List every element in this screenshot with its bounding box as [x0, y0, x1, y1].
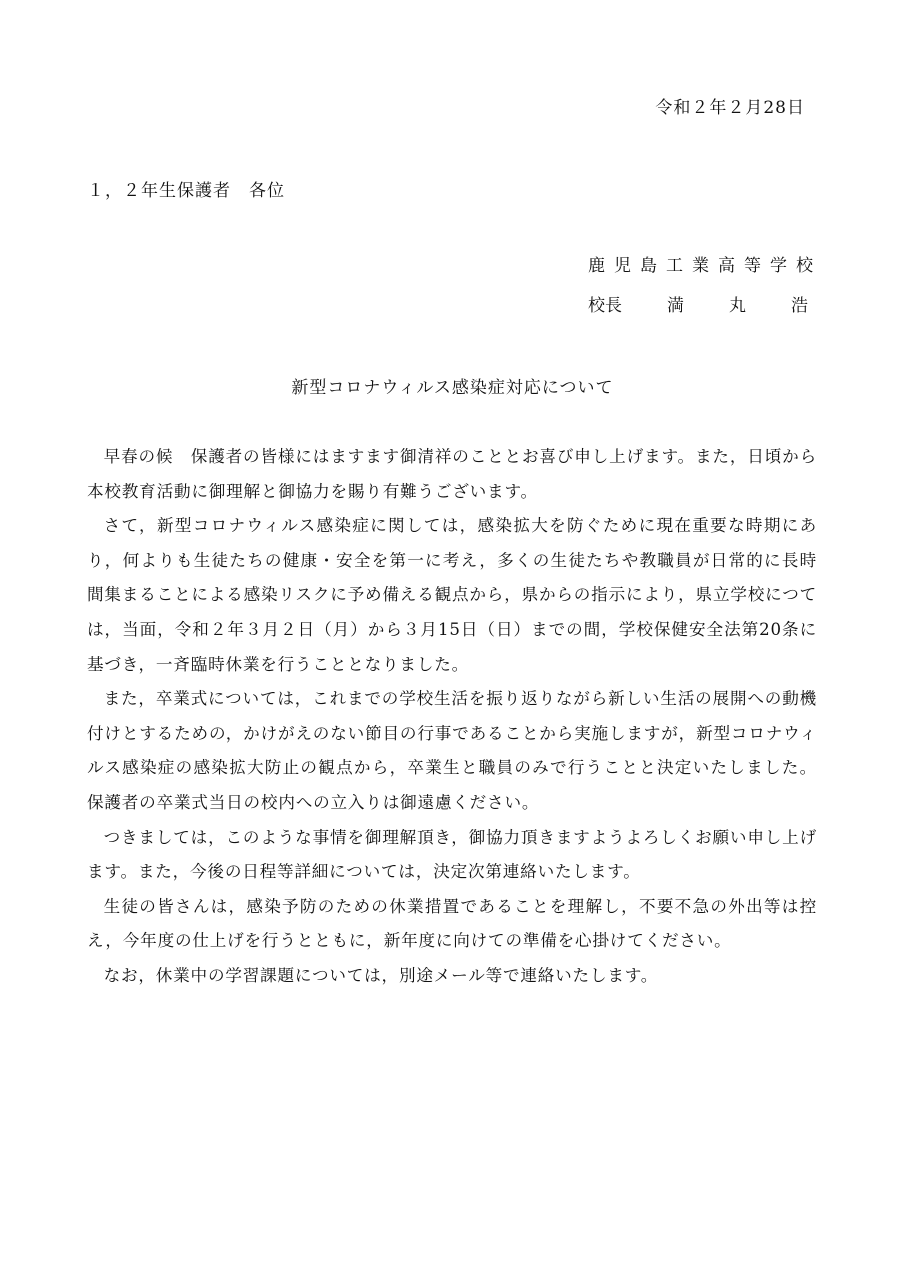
principal-title: 校長: [588, 296, 622, 316]
body-paragraph-assignments: なお，休業中の学習課題については，別途メール等で連絡いたします。: [103, 965, 659, 985]
sender-block: [588, 254, 822, 334]
document-title: 新型コロナウィルス感染症対応について: [291, 378, 614, 398]
principal-name-part-3: 浩: [791, 296, 808, 316]
principal-name-part-1: 満: [667, 296, 684, 316]
document-body: [87, 440, 817, 994]
principal-line: [588, 294, 808, 334]
school-name: 鹿児島工業高等学校: [588, 256, 822, 276]
body-paragraph-closure: さて，新型コロナウィルス感染症に関しては，感染拡大を防ぐために現在重要な時期にあり，何よりも生徒たちの健康・安全を第一に考え，多くの生徒たちや教職員が日常的に長時間集まることによる感染リスクに予め備える観点から，県からの指示により，県立学校につては，当面，令和２年３月２日（月）から３月15日（日）までの間，学校保健安全法第20条に基づき，一斉臨時休業を行うこととなりました。: [87, 516, 817, 674]
document-date: 令和２年２月28日: [655, 98, 805, 118]
recipient-line: １，２年生保護者 各位: [87, 181, 285, 201]
body-paragraph-request: つきましては，このような事情を御理解頂き，御協力頂きますようよろしくお願い申し上げます。また，今後の日程等詳細については，決定次第連絡いたします。: [87, 827, 817, 882]
body-paragraph-graduation: また，卒業式については，これまでの学校生活を振り返りながら新しい生活の展開への動機付けとするための，かけがえのない節目の行事であることから実施しますが，新型コロナウィルス感染症の感染拡大防止の観点から，卒業生と職員のみで行うことと決定いたしました。保護者の卒業式当日の校内への立入りは御遠慮ください。: [87, 689, 817, 812]
body-paragraph-students: 生徒の皆さんは，感染予防のための休業措置であることを理解し，不要不急の外出等は控え，今年度の仕上げを行うとともに，新年度に向けての準備を心掛けてください。: [87, 896, 817, 951]
body-paragraph-greeting: 早春の候 保護者の皆様にはますます御清祥のこととお喜び申し上げます。また，日頃から本校教育活動に御理解と御協力を賜り有難うございます。: [87, 447, 817, 501]
principal-name-part-2: 丸: [729, 296, 746, 316]
